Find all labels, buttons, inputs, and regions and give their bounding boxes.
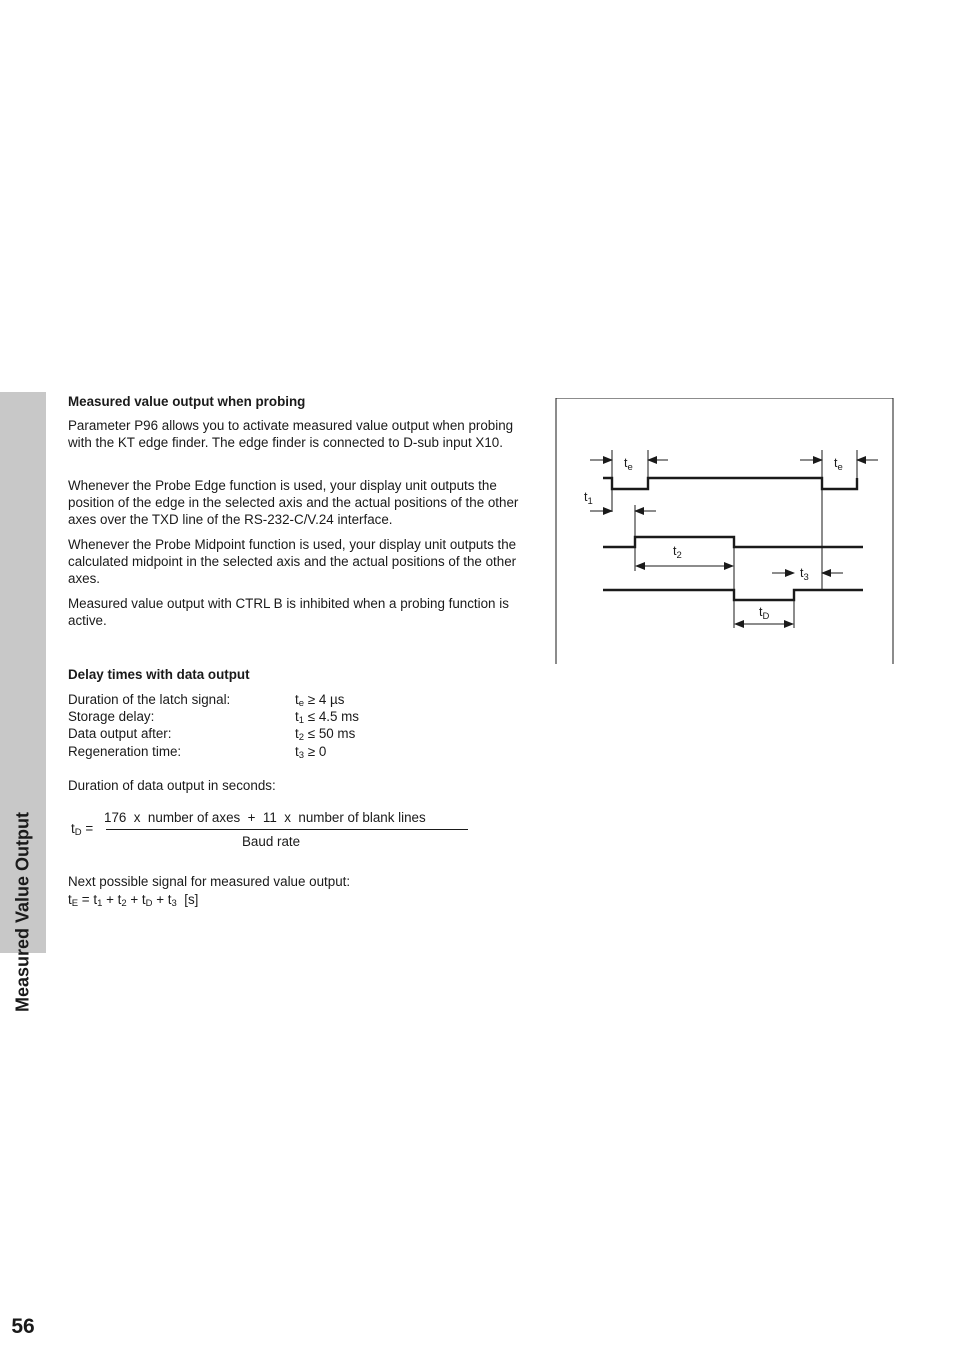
delay-value-storage: $t_1 \le 4.5$ ms xyxy=(295,709,360,726)
paragraph-probe-edge: Whenever the Probe Edge function is used, your display unit outputs the position of the edge in the selected axis and the actual positions of the other axes over the TXD line of the RS-232-C/V.24 interface. xyxy=(68,478,519,527)
label-t2: $t_2$ xyxy=(673,544,682,561)
delay-label-storage: Storage delay: xyxy=(68,709,155,724)
te-formula: $t_E = t_1 + t_2 + t_D + t_3$ [s] xyxy=(68,892,199,909)
side-tab xyxy=(0,392,46,1338)
timing-diagram xyxy=(555,398,895,666)
fraction-line xyxy=(106,829,468,830)
paragraph-probe-midpoint: Whenever the Probe Midpoint function is used, your display unit outputs the calculated midpoint in the selected axis and the actual positions of the other axes. xyxy=(68,537,517,586)
diagram-frame xyxy=(556,398,893,664)
duration-intro: Duration of data output in seconds: xyxy=(68,778,276,793)
storage-signal xyxy=(603,537,863,547)
paragraph-p96: Parameter P96 allows you to activate measured value output when probing with the KT edge finder. The edge finder is connected to D-sub input X10. xyxy=(68,418,514,450)
delay-label-output: Data output after: xyxy=(68,726,172,741)
data-output-signal xyxy=(603,590,863,600)
section-heading-delay: Delay times with data output xyxy=(68,667,250,682)
paragraph-ctrl-b: Measured value output with CTRL B is inhibited when a probing function is active. xyxy=(68,596,509,628)
formula-lhs: $t_D$ = xyxy=(71,821,94,838)
delay-value-output: $t_2 \le 50$ ms xyxy=(295,726,356,743)
delay-label-latch: Duration of the latch signal: xyxy=(68,692,231,707)
delay-value-regeneration: $t_3 \ge 0$ xyxy=(295,744,327,761)
label-te-left: $t_e$ xyxy=(624,456,633,473)
page-number: 56 xyxy=(11,1315,35,1338)
next-signal-text: Next possible signal for measured value output: xyxy=(68,874,351,889)
latch-signal xyxy=(603,478,857,489)
label-te-right: $t_e$ xyxy=(834,456,843,473)
label-t1: $t_1$ xyxy=(584,490,593,507)
chapter-title: Measured Value Output xyxy=(12,811,33,1013)
delay-label-regeneration: Regeneration time: xyxy=(68,744,182,759)
formula-numerator: 176 x number of axes + 11 x number of blank lines xyxy=(104,810,426,825)
formula-denominator: Baud rate xyxy=(242,834,301,849)
label-t3: $t_3$ xyxy=(800,566,809,583)
section-heading-probing: Measured value output when probing xyxy=(68,394,306,409)
delay-value-latch: $t_e \ge 4$ µs xyxy=(295,692,345,709)
label-td: $t_D$ xyxy=(759,605,770,622)
